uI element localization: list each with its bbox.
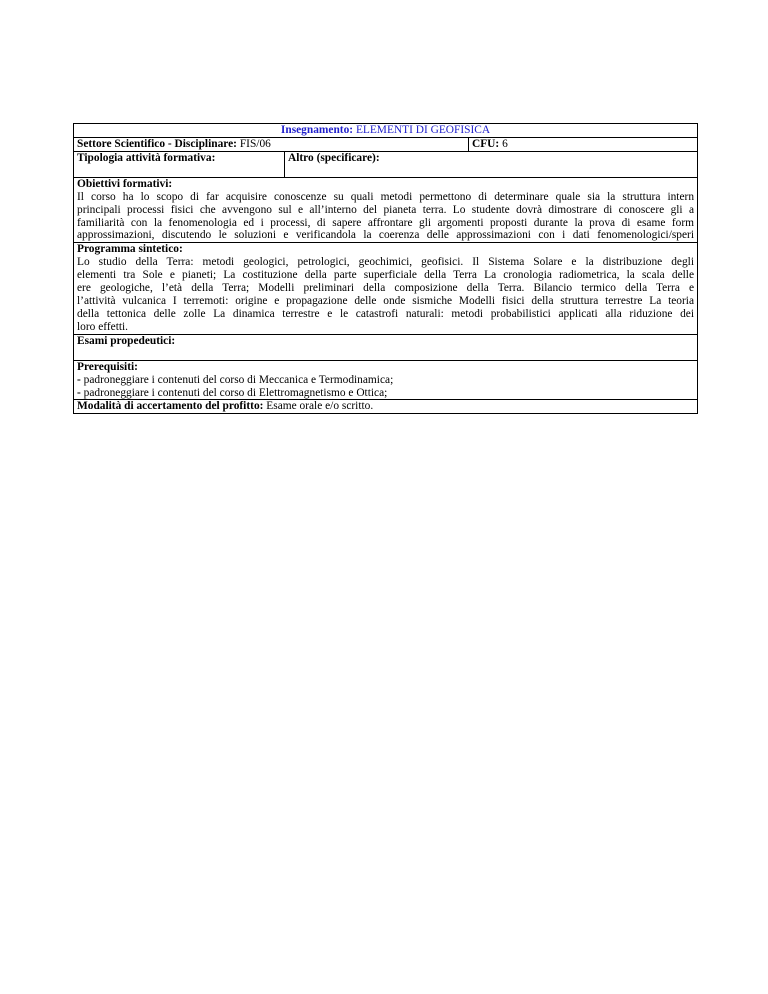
programma-line: elementi tra Sole e pianeti; La costituzione della parte superficiale della Terra La cronologia radiometrica, la scala delle: [77, 269, 695, 282]
cfu-label: CFU:: [472, 137, 500, 150]
modalita-row: [74, 400, 698, 414]
tipologia-cell: [74, 151, 285, 177]
obiettivi-line: Il corso ha lo scopo di far acquisire conoscenze su quali metodi permettono di determinare quale sia la struttura intern: [77, 190, 695, 203]
bullet-dash: -: [77, 373, 81, 386]
settore-row: [74, 137, 698, 151]
prerequisiti-row: [74, 360, 698, 400]
settore-value: FIS/06: [239, 137, 271, 150]
prerequisiti-item: [77, 374, 393, 386]
esami-cell: [74, 334, 698, 360]
title-cell: [74, 124, 698, 138]
programma-line: l’attività vulcanica I terremoti: origine e propagazione delle onde sismiche Modelli fisici della struttura terrestre La teoria: [77, 294, 695, 307]
cfu-cell: [469, 137, 698, 151]
insegnamento-label: Insegnamento:: [280, 124, 354, 136]
title-row: [74, 124, 698, 138]
bullet-dash: -: [77, 386, 81, 399]
prerequisiti-label: Prerequisiti:: [77, 360, 138, 373]
esami-row: [74, 334, 698, 360]
programma-line: della tettonica delle zolle La dinamica terrestre e le catastrofi naturali: metodi probabilistici applicati alla riduzione dei: [77, 307, 695, 320]
programma-line: loro effetti.: [77, 320, 129, 333]
prerequisiti-item: [77, 387, 387, 399]
modalita-value: Esame orale e/o scritto.: [266, 400, 374, 413]
programma-row: [74, 243, 698, 334]
tipologia-label: Tipologia attività formativa:: [77, 151, 216, 164]
obiettivi-line: approssimazioni, discutendo le soluzioni e verificandola la coerenza delle approssimazioni con i dati fenomenologici/speri: [77, 229, 695, 242]
obiettivi-line: familiarità con la fenomenologia ed i processi, di sapere affrontare gli argomenti proposti durante la prova di esame form: [77, 216, 695, 229]
prerequisiti-item-text: padroneggiare i contenuti del corso di Meccanica e Termodinamica;: [83, 373, 394, 386]
programma-cell: [74, 243, 698, 334]
insegnamento-value: ELEMENTI DI GEOFISICA: [355, 124, 491, 136]
modalita-cell: [74, 400, 698, 414]
obiettivi-cell: [74, 177, 698, 243]
tipologia-row: [74, 151, 698, 177]
prerequisiti-cell: [74, 360, 698, 400]
obiettivi-line: principali processi fisici che avvengono sul e all’interno del pianeta terra. Lo studente dovrà dimostrare di conoscere gli a: [77, 203, 695, 216]
obiettivi-label: Obiettivi formativi:: [77, 177, 173, 190]
settore-label: Settore Scientifico - Disciplinare:: [77, 137, 237, 150]
obiettivi-row: [74, 177, 698, 243]
programma-line: ere geologiche, l’età della Terra; Modelli preliminari della composizione della Terra. Bilancio termico della Terra e: [77, 282, 695, 295]
course-sheet: [73, 123, 697, 414]
altro-label: Altro (specificare):: [288, 151, 380, 164]
cfu-value: 6: [502, 137, 508, 150]
prerequisiti-item-text: padroneggiare i contenuti del corso di Elettromagnetismo e Ottica;: [83, 386, 388, 399]
course-table: [73, 123, 698, 414]
programma-label: Programma sintetico:: [77, 243, 183, 256]
modalita-label: Modalità di accertamento del profitto:: [77, 400, 264, 413]
settore-cell: [74, 137, 469, 151]
programma-line: Lo studio della Terra: metodi geologici, petrologici, geochimici, geofisici. Il Sistema Solare e la distribuzione degli: [77, 256, 695, 269]
altro-cell: [285, 151, 698, 177]
esami-label: Esami propedeutici:: [77, 334, 176, 347]
